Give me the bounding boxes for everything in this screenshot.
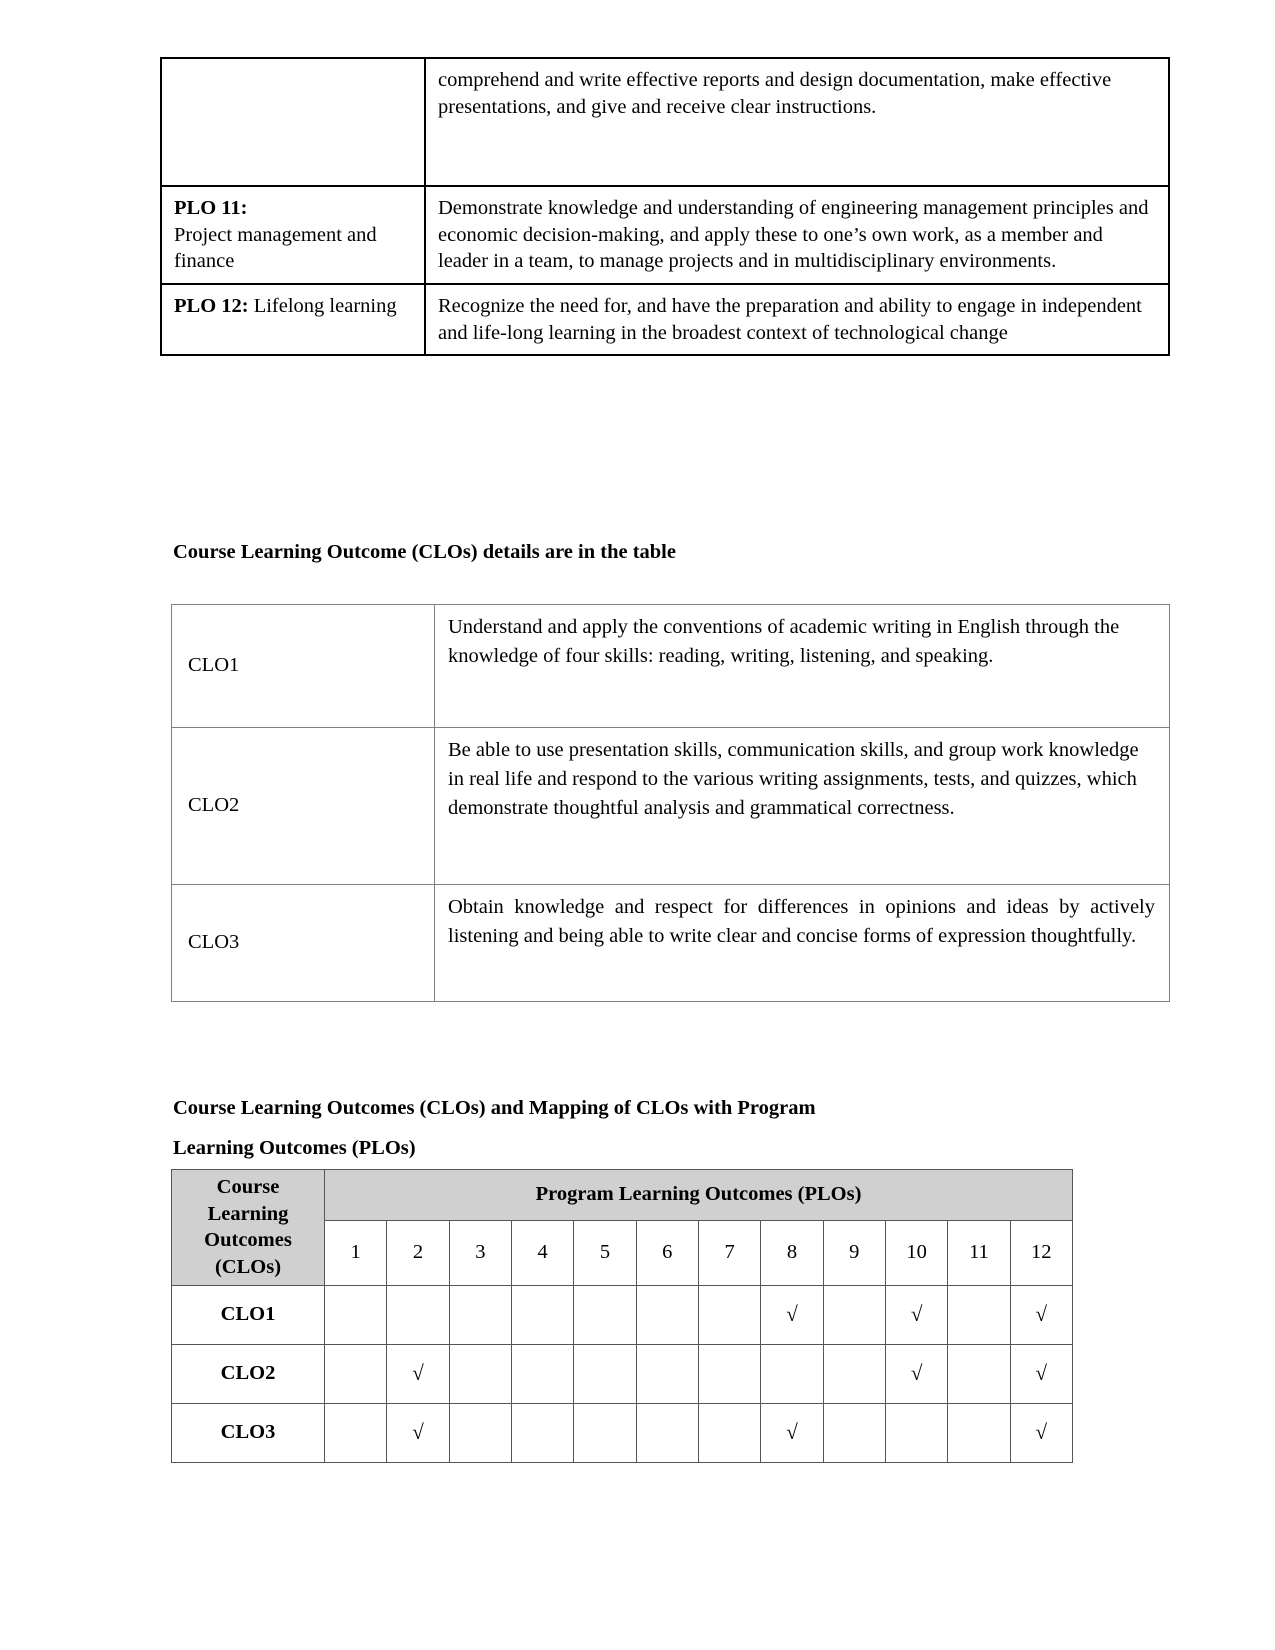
plo-description-cell-continuation: comprehend and write effective reports and design documentation, make effective presentations, and give and receive clear instructions. — [425, 58, 1169, 186]
plo-label-text-11: Project management and finance — [174, 223, 377, 273]
plo-description-cell-12: Recognize the need for, and have the preparation and ability to engage in independent and life-long learning in the broadest context of technological change — [425, 284, 1169, 355]
clo-details-heading: Course Learning Outcome (CLOs) details are in the table — [173, 541, 676, 563]
plo-description-cell-11: Demonstrate knowledge and understanding of engineering management principles and economic decision-making, and apply these to one’s own work, as a member and leader in a team, to manage projects and in multidisciplinary environments. — [425, 186, 1169, 284]
mapping-cell-clo2-plo8[interactable] — [761, 1344, 823, 1403]
plo-table-row-continuation — [161, 58, 1169, 186]
plo-tag-12: PLO 12: — [174, 294, 249, 317]
mapping-cell-clo3-plo10[interactable] — [885, 1403, 947, 1462]
mapping-cell-clo2-plo9[interactable] — [823, 1344, 885, 1403]
mapping-cell-clo1-plo8[interactable]: √ — [761, 1285, 823, 1344]
clo-description-cell-2: Be able to use presentation skills, communication skills, and group work knowledge in real life and respond to the various writing assignments, tests, and quizzes, which demonstrate thoughtful analysis and grammatical correctness. — [435, 728, 1170, 885]
mapping-cell-clo1-plo1[interactable] — [325, 1285, 387, 1344]
mapping-row-clo1 — [172, 1285, 1073, 1344]
mapping-cell-clo3-plo5[interactable] — [574, 1403, 636, 1462]
mapping-cell-clo1-plo11[interactable] — [948, 1285, 1010, 1344]
clo-id-cell-2: CLO2 — [172, 728, 435, 885]
mapping-cell-clo3-plo2[interactable]: √ — [387, 1403, 449, 1462]
mapping-row-label-clo2: CLO2 — [172, 1344, 325, 1403]
mapping-cell-clo3-plo1[interactable] — [325, 1403, 387, 1462]
mapping-cell-clo2-plo3[interactable] — [449, 1344, 511, 1403]
corner-line-3: Outcomes — [204, 1229, 292, 1252]
mapping-cell-clo1-plo5[interactable] — [574, 1285, 636, 1344]
mapping-row-clo2 — [172, 1344, 1073, 1403]
clo-description-cell-3: Obtain knowledge and respect for differences in opinions and ideas by actively listening and being able to write clear and concise forms of expression thoughtfully. — [435, 885, 1170, 1002]
mapping-cell-clo3-plo7[interactable] — [698, 1403, 760, 1462]
plo-label-cell-continuation — [161, 58, 425, 186]
plo-table — [160, 57, 1170, 356]
mapping-cell-clo1-plo4[interactable] — [511, 1285, 573, 1344]
plo-number-header-12: 12 — [1010, 1220, 1072, 1285]
mapping-header-row-top — [172, 1170, 1073, 1221]
mapping-cell-clo3-plo12[interactable]: √ — [1010, 1403, 1072, 1462]
clo-table-row — [172, 605, 1170, 728]
mapping-cell-clo2-plo4[interactable] — [511, 1344, 573, 1403]
mapping-cell-clo1-plo9[interactable] — [823, 1285, 885, 1344]
mapping-cell-clo2-plo12[interactable]: √ — [1010, 1344, 1072, 1403]
plo-number-header-5: 5 — [574, 1220, 636, 1285]
mapping-cell-clo1-plo12[interactable]: √ — [1010, 1285, 1072, 1344]
mapping-cell-clo2-plo7[interactable] — [698, 1344, 760, 1403]
plo-table-row — [161, 284, 1169, 355]
mapping-cell-clo2-plo11[interactable] — [948, 1344, 1010, 1403]
mapping-cell-clo1-plo10[interactable]: √ — [885, 1285, 947, 1344]
plo-table-row — [161, 186, 1169, 284]
mapping-cell-clo1-plo7[interactable] — [698, 1285, 760, 1344]
mapping-row-label-clo1: CLO1 — [172, 1285, 325, 1344]
mapping-cell-clo2-plo2[interactable]: √ — [387, 1344, 449, 1403]
clo-id-cell-3: CLO3 — [172, 885, 435, 1002]
corner-line-4: (CLOs) — [214, 1255, 282, 1278]
mapping-heading — [173, 1089, 985, 1169]
plo-number-header-1: 1 — [325, 1220, 387, 1285]
mapping-cell-clo2-plo6[interactable] — [636, 1344, 698, 1403]
mapping-row-label-clo3: CLO3 — [172, 1403, 325, 1462]
plo-number-header-3: 3 — [449, 1220, 511, 1285]
plo-label-cell-12 — [161, 284, 425, 355]
mapping-cell-clo3-plo9[interactable] — [823, 1403, 885, 1462]
plo-label-cell-11 — [161, 186, 425, 284]
corner-line-2: Learning — [207, 1202, 289, 1225]
mapping-heading-line-1: Course Learning Outcomes (CLOs) and Mapping of CLOs with Program — [173, 1097, 816, 1119]
clo-table-row — [172, 885, 1170, 1002]
mapping-cell-clo3-plo6[interactable] — [636, 1403, 698, 1462]
clo-details-table — [171, 604, 1170, 1002]
plo-number-header-2: 2 — [387, 1220, 449, 1285]
plo-number-header-6: 6 — [636, 1220, 698, 1285]
mapping-cell-clo3-plo11[interactable] — [948, 1403, 1010, 1462]
mapping-cell-clo3-plo4[interactable] — [511, 1403, 573, 1462]
corner-line-1: Course — [216, 1176, 280, 1198]
mapping-plos-header: Program Learning Outcomes (PLOs) — [325, 1170, 1073, 1221]
clo-description-cell-1: Understand and apply the conventions of academic writing in English through the knowledge of four skills: reading, writing, listening, and speaking. — [435, 605, 1170, 728]
plo-number-header-4: 4 — [511, 1220, 573, 1285]
plo-tag-11: PLO 11: — [174, 197, 248, 219]
mapping-cell-clo2-plo5[interactable] — [574, 1344, 636, 1403]
clo-table-row — [172, 728, 1170, 885]
plo-number-header-11: 11 — [948, 1220, 1010, 1285]
mapping-cell-clo2-plo10[interactable]: √ — [885, 1344, 947, 1403]
plo-number-header-9: 9 — [823, 1220, 885, 1285]
mapping-heading-line-2: Learning Outcomes (PLOs) — [173, 1136, 416, 1159]
clo-id-cell-1: CLO1 — [172, 605, 435, 728]
plo-number-header-8: 8 — [761, 1220, 823, 1285]
plo-number-header-7: 7 — [698, 1220, 760, 1285]
mapping-cell-clo1-plo3[interactable] — [449, 1285, 511, 1344]
mapping-corner-header — [172, 1170, 325, 1286]
clo-plo-mapping-table — [171, 1169, 1073, 1463]
mapping-cell-clo1-plo6[interactable] — [636, 1285, 698, 1344]
plo-number-header-10: 10 — [885, 1220, 947, 1285]
mapping-cell-clo3-plo8[interactable]: √ — [761, 1403, 823, 1462]
plo-label-text-12: Lifelong learning — [253, 294, 397, 317]
mapping-cell-clo3-plo3[interactable] — [449, 1403, 511, 1462]
mapping-cell-clo2-plo1[interactable] — [325, 1344, 387, 1403]
mapping-row-clo3 — [172, 1403, 1073, 1462]
mapping-cell-clo1-plo2[interactable] — [387, 1285, 449, 1344]
